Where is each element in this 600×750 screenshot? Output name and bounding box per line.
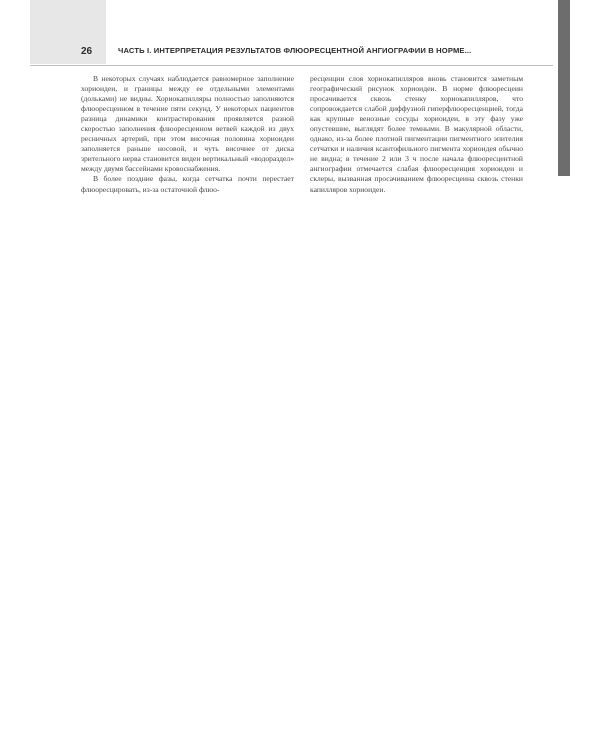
chapter-edge-marker — [558, 0, 570, 176]
page-number: 26 — [81, 46, 93, 57]
paragraph: В более поздние фазы, когда сетчатка почти перестает флюоресцировать, из-за остаточной флюо- — [81, 174, 294, 194]
paragraph-continued: ресценции слоя хориокапилляров вновь становится заметным географический рисунок хориоидеи. В норме флюоресцеин просачивается сквозь стенку хориокапилляров, что сопровождается слабой диффузной гиперфлюоресценцией, тогда как крупные венозные сосуды хориоидеи, в эту фазу уже опустевшие, выглядят более темными. В макулярной области, однако, из-за более плотной пигментации пигментного эпителия сетчатки и наличия ксантофильного пигмента хориоидея обычно не видна; в течение 2 или 3 ч после начала флюоресцентной ангиографии отмечается слабая флюоресценция хориоидеи и склеры, вызванная просачиванием флюоресцеина сквозь стенки капилляров хориоидеи. — [310, 74, 523, 194]
running-title: ЧАСТЬ I. ИНТЕРПРЕТАЦИЯ РЕЗУЛЬТАТОВ ФЛЮОРЕСЦЕНТНОЙ АНГИОГРАФИИ В НОРМЕ... — [118, 46, 472, 55]
text-column-left — [81, 74, 294, 195]
paragraph: В некоторых случаях наблюдается равномерное заполнение хориоидеи, и границы между ее отдельными элементами (дольками) не видны. Хориокапилляры полностью заполняются флюоресцеином в течение пяти секунд. У некоторых пациентов разница динамики контрастирования проявляется разной скоростью заполнения флюоресцеином ветвей каждой из двух ресничных артерий, при этом височная половина хориоидеи заполняется раньше носовой, и чуть височнее от диска зрительного нерва становится виден вертикальный «водораздел» между двумя бассейнами кровоснабжения. — [81, 74, 294, 174]
corner-tab — [30, 0, 106, 64]
text-column-right — [310, 74, 523, 195]
header-divider — [30, 65, 553, 66]
